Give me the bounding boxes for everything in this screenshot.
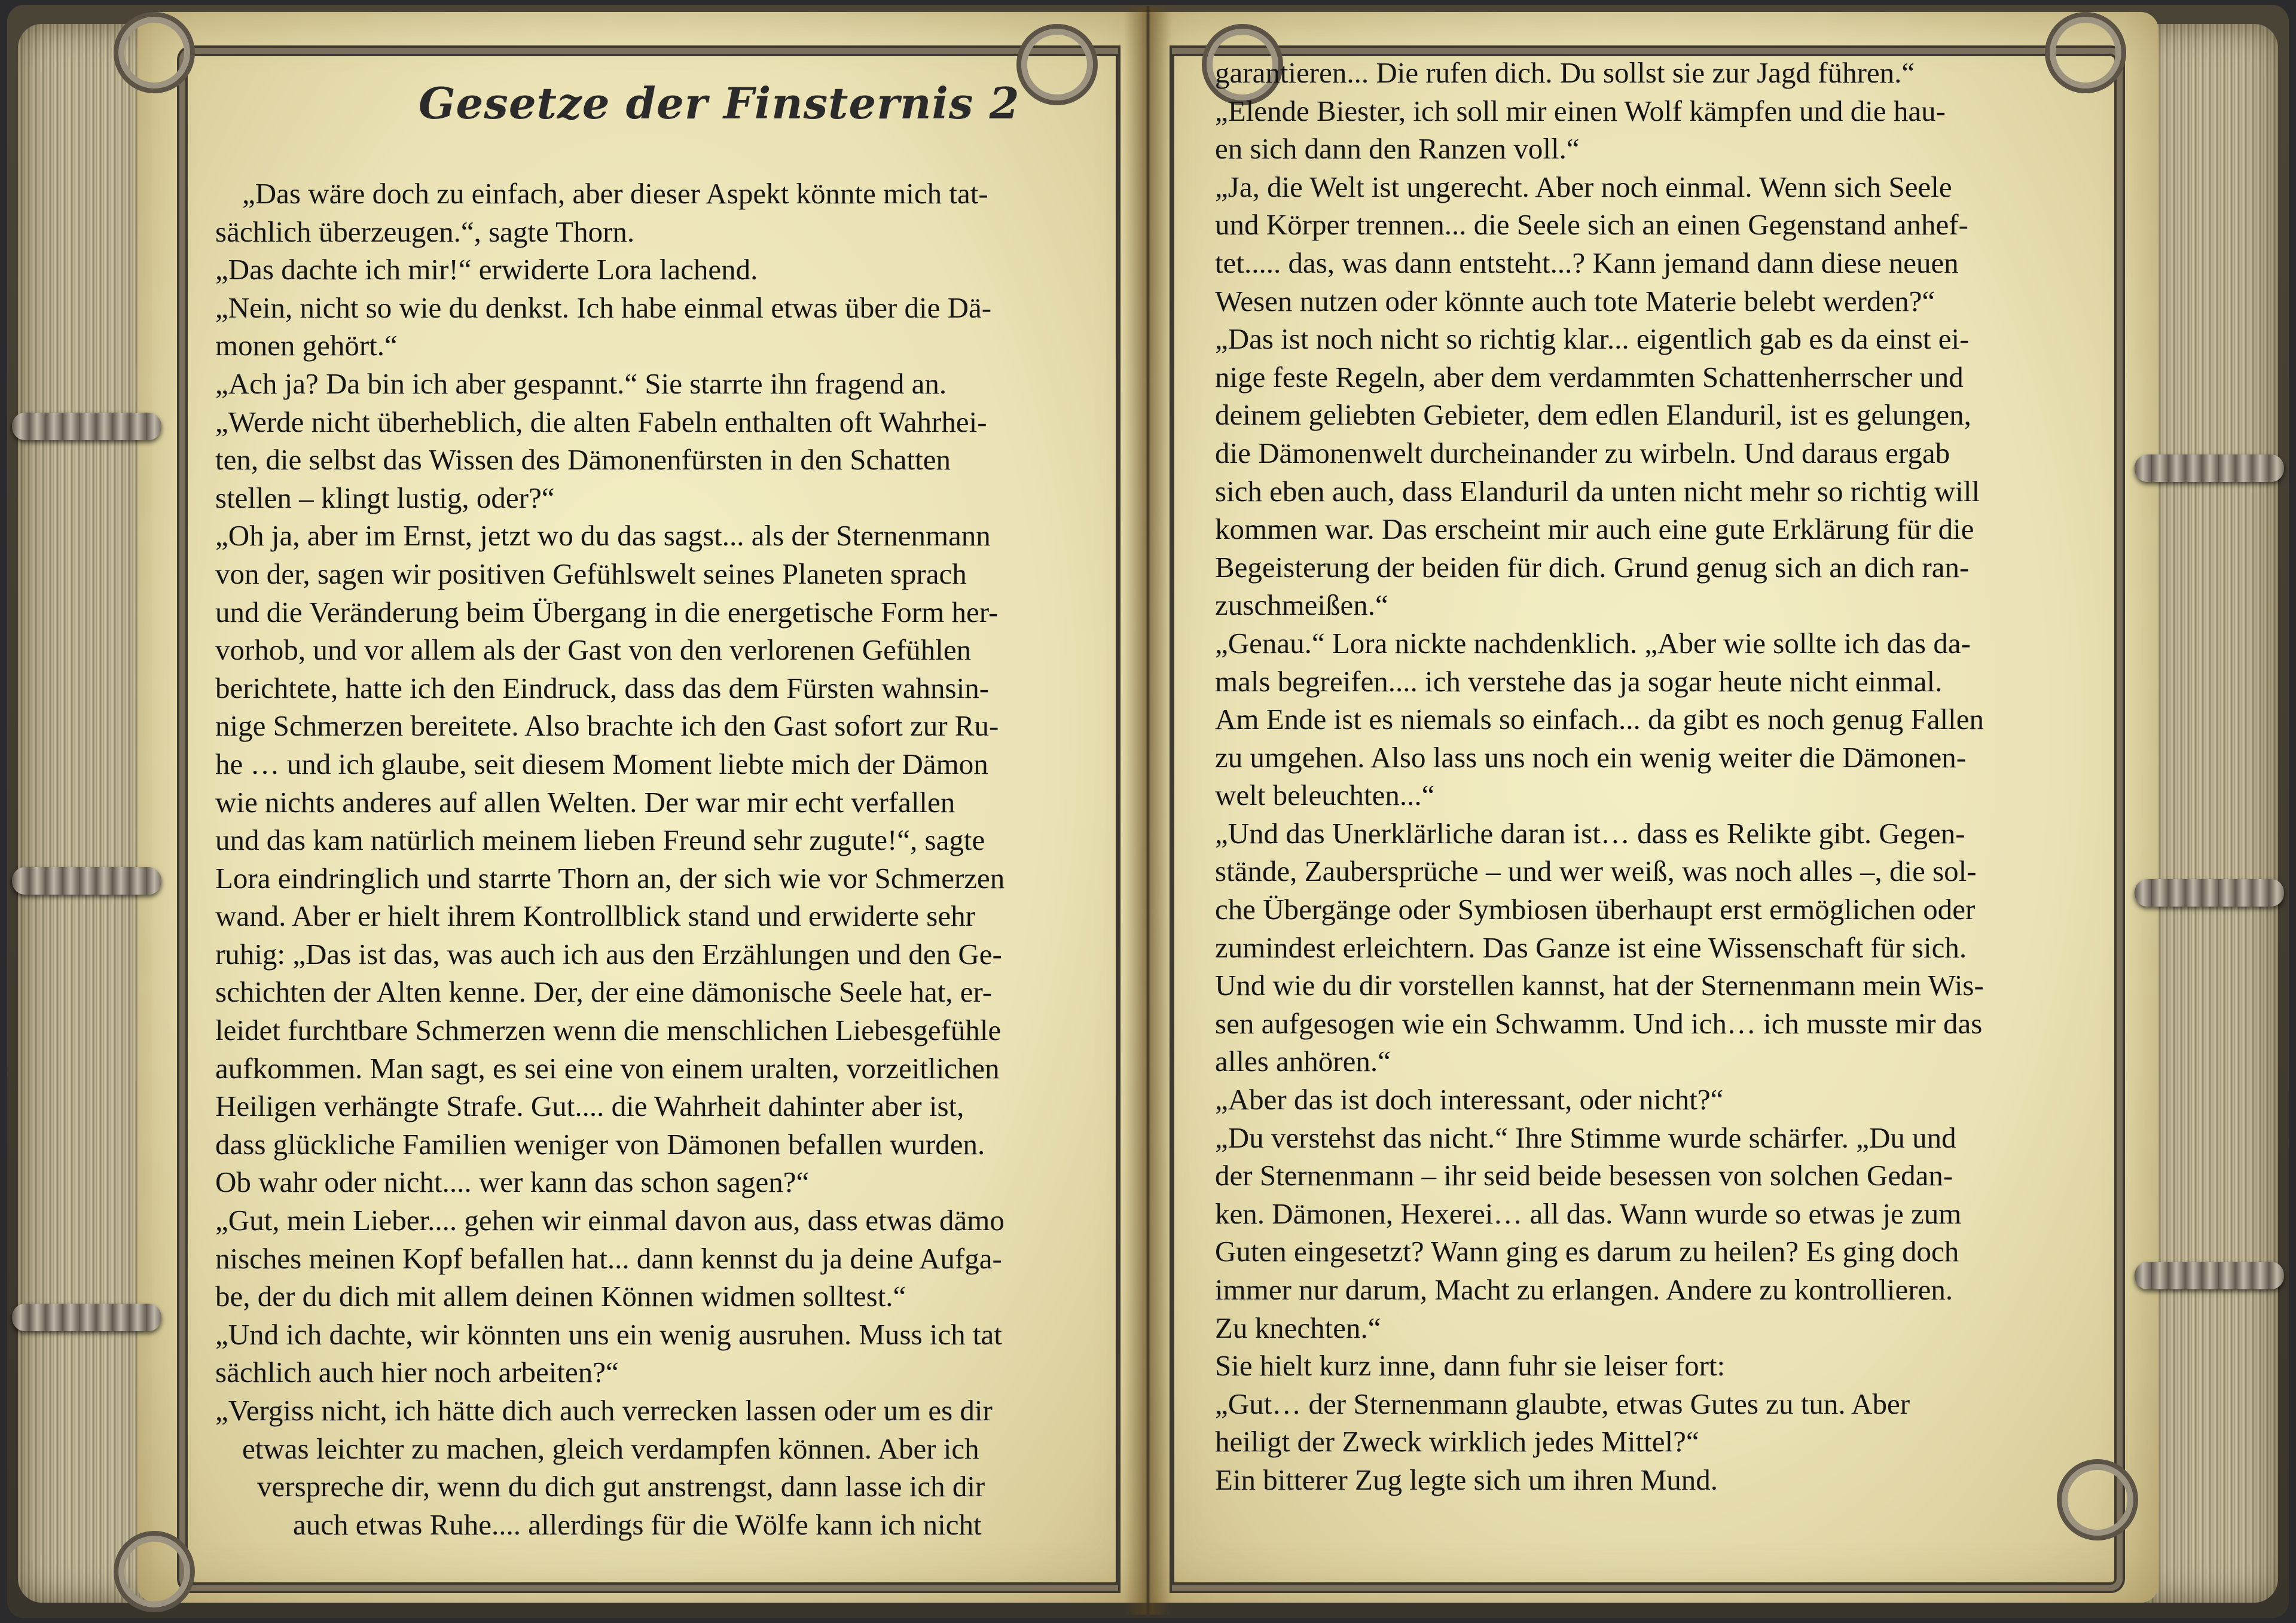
chapter-title: Gesetze der Finsternis 2 — [419, 78, 1020, 129]
text-line: tet..... das, was dann entsteht...? Kann jemand dann diese neuen — [1215, 246, 1959, 279]
binding-strap-left-1 — [12, 413, 161, 440]
text-line: mals begreifen.... ich verstehe das ja sogar heute nicht einmal. — [1215, 664, 1943, 698]
ornament-top-left-icon — [114, 12, 195, 93]
text-line: sen aufgesogen wie ein Schwamm. Und ich… ich musste mir das — [1215, 1006, 1983, 1040]
text-line: und die Veränderung beim Übergang in die energetische Form her- — [215, 595, 999, 629]
text-line: dass glückliche Familien weniger von Dämonen befallen wurden. — [215, 1127, 985, 1161]
text-line: „Aber das ist doch interessant, oder nicht?“ — [1215, 1083, 1724, 1116]
binding-strap-right-3 — [2135, 1262, 2284, 1289]
text-line: en sich dann den Ranzen voll.“ — [1215, 132, 1580, 166]
text-line: Zu knechten.“ — [1215, 1311, 1381, 1344]
text-line: wie nichts anderes auf allen Welten. Der war mir echt verfallen — [215, 785, 955, 819]
text-line: wand. Aber er hielt ihrem Kontrollblick stand und erwiderte sehr — [215, 899, 975, 933]
text-line: Ein bitterer Zug legte sich um ihren Mund. — [1215, 1463, 1718, 1496]
text-line: „Gut, mein Lieber.... gehen wir einmal davon aus, dass etwas dämo — [215, 1204, 1004, 1237]
text-line: und Körper trennen... die Seele sich an einen Gegenstand anhef- — [1215, 208, 1968, 242]
text-line: sich eben auch, dass Elanduril da unten nicht mehr so richtig will — [1215, 474, 1980, 508]
text-line: garantieren... Die rufen dich. Du sollst sie zur Jagd führen.“ — [1215, 56, 1915, 89]
text-line: stellen – klingt lustig, oder?“ — [215, 481, 555, 514]
text-line: leidet furchtbare Schmerzen wenn die menschlichen Liebesgefühle — [215, 1014, 1002, 1047]
text-line: monen gehört.“ — [215, 329, 398, 362]
text-line: Und wie du dir vorstellen kannst, hat der Sternenmann mein Wis- — [1215, 969, 1984, 1002]
text-line: „Das wäre doch zu einfach, aber dieser Aspekt könnte mich tat- — [242, 177, 988, 210]
text-line: sächlich auch hier noch arbeiten?“ — [215, 1356, 619, 1389]
text-line: che Übergänge oder Symbiosen überhaupt erst ermöglichen oder — [1215, 893, 1976, 926]
text-line: zuschmeißen.“ — [1215, 588, 1388, 622]
text-line: Wesen nutzen oder könnte auch tote Materie belebt werden?“ — [1215, 284, 1935, 318]
ornament-bottom-left-icon — [114, 1531, 195, 1612]
ornament-top-center-left-icon — [1016, 24, 1098, 105]
text-line: sächlich überzeugen.“, sagte Thorn. — [215, 215, 635, 248]
text-line: „Elende Biester, ich soll mir einen Wolf kämpfen und die hau- — [1215, 94, 1946, 127]
text-line: „Vergiss nicht, ich hätte dich auch verrecken lassen oder um es dir — [215, 1394, 993, 1427]
text-line: Am Ende ist es niemals so einfach... da gibt es noch genug Fallen — [1215, 703, 1984, 736]
text-line: deinem geliebten Gebieter, dem edlen Elanduril, ist es gelungen, — [1215, 398, 1971, 432]
text-line: ken. Dämonen, Hexerei… all das. Wann wurde so etwas je zum — [1215, 1197, 1962, 1230]
text-line: aufkommen. Man sagt, es sei eine von einem uralten, vorzeitlichen — [215, 1051, 1000, 1085]
text-line: Lora eindringlich und starrte Thorn an, der sich wie vor Schmerzen — [215, 861, 1005, 895]
text-line: ten, die selbst das Wissen des Dämonenfürsten in den Schatten — [215, 443, 951, 477]
text-line: der Sternenmann – ihr seid beide besessen von solchen Gedan- — [1215, 1159, 1953, 1192]
text-line: Sie hielt kurz inne, dann fuhr sie leiser fort: — [1215, 1349, 1726, 1383]
right-page-text — [1215, 54, 2082, 1499]
text-line: „Das ist noch nicht so richtig klar... eigentlich gab es da einst ei- — [1215, 322, 1970, 356]
text-line: stände, Zaubersprüche – und wer weiß, was noch alles –, die sol- — [1215, 855, 1977, 888]
text-line: Heiligen verhängte Strafe. Gut.... die Wahrheit dahinter aber ist, — [215, 1090, 964, 1123]
text-line: vorhob, und vor allem als der Gast von den verlorenen Gefühlen — [215, 633, 972, 667]
left-page-text — [215, 175, 1088, 1543]
text-line: auch etwas Ruhe.... allerdings für die Wölfe kann ich nicht — [293, 1508, 982, 1541]
text-line: zu umgehen. Also lass uns noch ein wenig weiter die Dämonen- — [1215, 740, 1967, 774]
binding-strap-right-1 — [2135, 454, 2284, 482]
text-line: verspreche dir, wenn du dich gut anstrengst, dann lasse ich dir — [257, 1470, 985, 1503]
text-line: Ob wahr oder nicht.... wer kann das schon sagen?“ — [215, 1166, 810, 1199]
text-line: „Ach ja? Da bin ich aber gespannt.“ Sie starrte ihn fragend an. — [215, 367, 947, 400]
text-line: die Dämonenwelt durcheinander zu wirbeln. Und daraus ergab — [1215, 436, 1950, 469]
text-line: „Du verstehst das nicht.“ Ihre Stimme wurde schärfer. „Du und — [1215, 1121, 1956, 1154]
text-line: nige Schmerzen bereitete. Also brachte ich den Gast sofort zur Ru- — [215, 709, 999, 743]
text-line: von der, sagen wir positiven Gefühlswelt seines Planeten sprach — [215, 557, 967, 590]
text-line: Guten eingesetzt? Wann ging es darum zu heilen? Es ging doch — [1215, 1235, 1959, 1268]
text-line: Begeisterung der beiden für dich. Grund genug sich an dich ran- — [1215, 550, 1970, 584]
text-line: alles anhören.“ — [1215, 1045, 1391, 1078]
binding-strap-left-3 — [12, 1304, 161, 1331]
text-line: „Und ich dachte, wir könnten uns ein wenig ausruhen. Muss ich tat — [215, 1317, 1002, 1351]
text-line: he … und ich glaube, seit diesem Moment liebte mich der Dämon — [215, 747, 988, 780]
text-line: „Genau.“ Lora nickte nachdenklich. „Aber wie sollte ich das da- — [1215, 626, 1971, 660]
text-line: welt beleuchten...“ — [1215, 779, 1435, 812]
text-line: „Gut… der Sternenmann glaubte, etwas Gutes zu tun. Aber — [1215, 1387, 1910, 1420]
text-line: „Das dachte ich mir!“ erwiderte Lora lachend. — [215, 253, 758, 286]
text-line: ruhig: „Das ist das, was auch ich aus den Erzählungen und den Ge- — [215, 937, 1002, 971]
text-line: be, der du dich mit allem deinen Können widmen solltest.“ — [215, 1280, 906, 1313]
text-line: immer nur darum, Macht zu erlangen. Andere zu kontrollieren. — [1215, 1273, 1953, 1306]
text-line: und das kam natürlich meinem lieben Freund sehr zugute!“, sagte — [215, 823, 985, 857]
text-line: „Nein, nicht so wie du denkst. Ich habe einmal etwas über die Dä- — [215, 291, 992, 324]
text-line: „Und das Unerklärliche daran ist… dass es Relikte gibt. Gegen- — [1215, 816, 1965, 850]
text-line: „Oh ja, aber im Ernst, jetzt wo du das sagst... als der Sternenmann — [215, 519, 991, 553]
text-line: „Werde nicht überheblich, die alten Fabeln enthalten oft Wahrhei- — [215, 405, 987, 438]
text-line: nisches meinen Kopf befallen hat... dann kennst du ja deine Aufga- — [215, 1241, 1002, 1275]
text-line: „Ja, die Welt ist ungerecht. Aber noch einmal. Wenn sich Seele — [1215, 170, 1952, 203]
text-line: schichten der Alten kenne. Der, der eine dämonische Seele hat, er- — [215, 975, 993, 1009]
binding-strap-right-2 — [2135, 879, 2284, 907]
binding-strap-left-2 — [12, 867, 161, 895]
text-line: heiligt der Zweck wirklich jedes Mittel?“ — [1215, 1425, 1699, 1459]
text-line: nige feste Regeln, aber dem verdammten Schattenherrscher und — [1215, 360, 1964, 393]
text-line: kommen war. Das erscheint mir auch eine gute Erklärung für die — [1215, 512, 1974, 546]
text-line: berichtete, hatte ich den Eindruck, dass das dem Fürsten wahnsin- — [215, 671, 990, 704]
text-line: etwas leichter zu machen, gleich verdampfen können. Aber ich — [242, 1432, 979, 1465]
text-line: zumindest erleichtern. Das Ganze ist eine Wissenschaft für sich. — [1215, 931, 1967, 964]
book-spine-gutter — [1124, 6, 1172, 1615]
